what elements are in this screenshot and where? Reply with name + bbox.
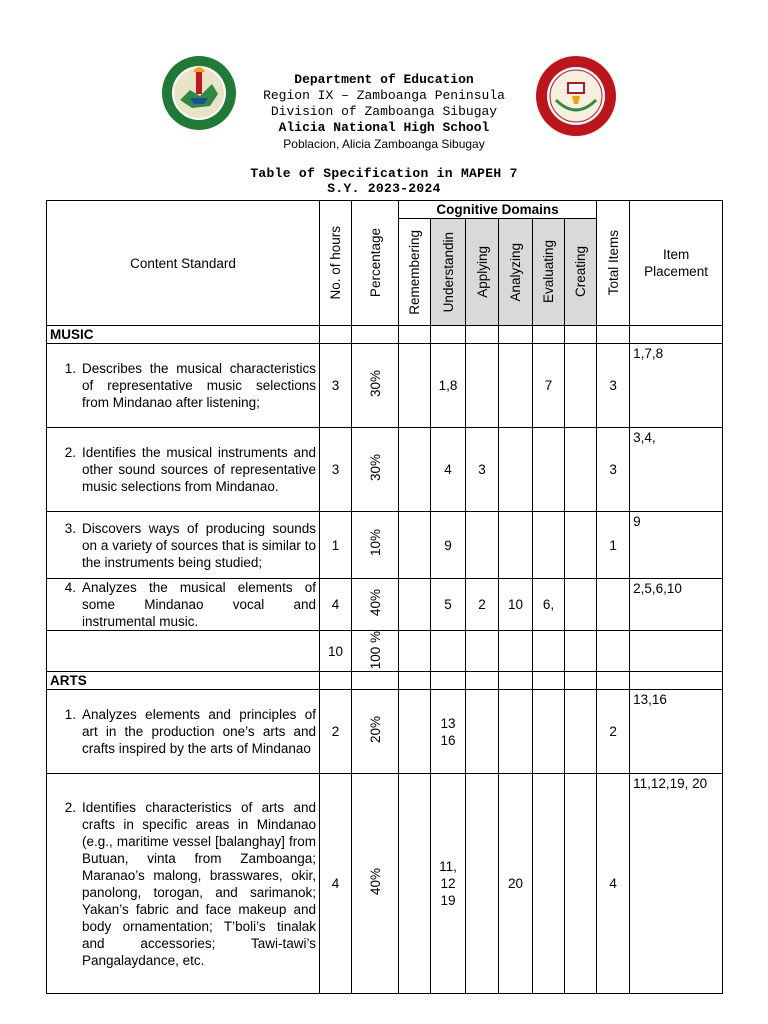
remembering-cell bbox=[399, 690, 431, 774]
document-title bbox=[0, 166, 768, 196]
header-row bbox=[47, 201, 723, 219]
row-number: 3. bbox=[64, 520, 76, 536]
analyzing-cell bbox=[499, 512, 533, 579]
school-name: Alicia National High School bbox=[278, 120, 490, 135]
total-cell: 3 bbox=[597, 428, 630, 512]
placement-cell: 3,4, bbox=[630, 428, 723, 512]
understanding-cell: 4 bbox=[431, 428, 466, 512]
school-seal-icon bbox=[534, 54, 618, 138]
hours-cell: 1 bbox=[320, 512, 352, 579]
creating-cell bbox=[565, 344, 597, 428]
row-number: 2. bbox=[64, 799, 76, 815]
content-standard: Describes the musical characteristics of representative music selections from Mindanao after listening; bbox=[82, 361, 316, 410]
school-address: Poblacion, Alicia Zamboanga Sibugay bbox=[283, 137, 485, 151]
understanding-cell: 1,8 bbox=[431, 344, 466, 428]
percentage-cell: 40% bbox=[352, 579, 399, 631]
table-row bbox=[47, 428, 723, 512]
evaluating-cell: 6, bbox=[533, 579, 565, 631]
col-item-placement: Item Placement bbox=[630, 201, 723, 326]
letterhead-text bbox=[230, 72, 538, 152]
hours-cell: 2 bbox=[320, 690, 352, 774]
col-evaluating: Evaluating bbox=[533, 219, 565, 326]
evaluating-cell bbox=[533, 512, 565, 579]
col-creating: Creating bbox=[565, 219, 597, 326]
row-number: 1. bbox=[64, 707, 76, 723]
content-standard: Analyzes elements and principles of art in the production one’s arts and crafts inspired by the arts of Mindanao bbox=[82, 707, 316, 757]
placement-cell: 13,16 bbox=[630, 690, 723, 774]
col-percentage: Percentage bbox=[352, 201, 399, 326]
letterhead bbox=[0, 54, 768, 154]
col-applying: Applying bbox=[466, 219, 499, 326]
understanding-cell: 13 16 bbox=[431, 690, 466, 774]
understanding-cell: 9 bbox=[431, 512, 466, 579]
content-standard: Identifies characteristics of arts and crafts in specific areas in Mindanao (e.g., maritime vessel [balanghay] from Butuan, vinta from Zamboanga; Maranao’s malong, brasswares, okir, panolong, torogan, and sarimanok; Yakan’s fabric and face makeup and body ornamentation; T’boli’s tinalak and accessories; Tawi-tawi’s Pangalaydance, etc. bbox=[82, 799, 316, 968]
hours-cell: 4 bbox=[320, 579, 352, 631]
table-row bbox=[47, 579, 723, 631]
col-remembering: Remembering bbox=[399, 219, 431, 326]
specification-table bbox=[46, 200, 723, 994]
percentage-cell: 40% bbox=[352, 774, 399, 994]
evaluating-cell bbox=[533, 428, 565, 512]
content-standard: Discovers ways of producing sounds on a variety of sources that is similar to the instruments being studied; bbox=[82, 520, 316, 570]
remembering-cell bbox=[399, 428, 431, 512]
total-cell: 2 bbox=[597, 690, 630, 774]
analyzing-cell bbox=[499, 344, 533, 428]
section-label-music: MUSIC bbox=[47, 326, 320, 344]
creating-cell bbox=[565, 428, 597, 512]
deped-seal-icon bbox=[160, 54, 238, 132]
section-row-music bbox=[47, 326, 723, 344]
analyzing-cell: 10 bbox=[499, 579, 533, 631]
applying-cell: 3 bbox=[466, 428, 499, 512]
col-hours: No. of hours bbox=[320, 201, 352, 326]
content-standard: Analyzes the musical elements of some Mindanao vocal and instrumental music. bbox=[82, 580, 316, 629]
section-label-arts: ARTS bbox=[47, 672, 320, 690]
analyzing-cell: 20 bbox=[499, 774, 533, 994]
creating-cell bbox=[565, 774, 597, 994]
total-cell: 1 bbox=[597, 512, 630, 579]
percentage-cell: 10% bbox=[352, 512, 399, 579]
table-row bbox=[47, 774, 723, 994]
table-row bbox=[47, 344, 723, 428]
row-number: 2. bbox=[64, 445, 76, 460]
applying-cell bbox=[466, 344, 499, 428]
subtotal-hours: 10 bbox=[320, 631, 352, 672]
content-standard: Identifies the musical instruments and other sound sources of representative music selections from Mindanao. bbox=[82, 445, 316, 494]
agency-name: Department of Education bbox=[294, 72, 474, 87]
school-year: S.Y. 2023-2024 bbox=[327, 181, 441, 196]
title-line-1: Table of Specification in MAPEH 7 bbox=[250, 166, 518, 181]
row-number: 4. bbox=[64, 580, 76, 595]
applying-cell bbox=[466, 512, 499, 579]
col-total-items: Total Items bbox=[597, 201, 630, 326]
creating-cell bbox=[565, 690, 597, 774]
evaluating-cell bbox=[533, 774, 565, 994]
percentage-cell: 30% bbox=[352, 344, 399, 428]
applying-cell: 2 bbox=[466, 579, 499, 631]
remembering-cell bbox=[399, 344, 431, 428]
section-row-arts bbox=[47, 672, 723, 690]
subtotal-row-music bbox=[47, 631, 723, 672]
applying-cell bbox=[466, 690, 499, 774]
percentage-cell: 20% bbox=[352, 690, 399, 774]
col-understanding: Understandin bbox=[431, 219, 466, 326]
total-cell: 3 bbox=[597, 344, 630, 428]
percentage-cell: 30% bbox=[352, 428, 399, 512]
analyzing-cell bbox=[499, 690, 533, 774]
applying-cell bbox=[466, 774, 499, 994]
region-name: Region IX – Zamboanga Peninsula bbox=[263, 88, 505, 103]
creating-cell bbox=[565, 512, 597, 579]
total-cell bbox=[597, 579, 630, 631]
creating-cell bbox=[565, 579, 597, 631]
hours-cell: 3 bbox=[320, 428, 352, 512]
remembering-cell bbox=[399, 774, 431, 994]
row-number: 1. bbox=[64, 361, 76, 376]
total-cell: 4 bbox=[597, 774, 630, 994]
analyzing-cell bbox=[499, 428, 533, 512]
understanding-cell: 11, 12 19 bbox=[431, 774, 466, 994]
hours-cell: 3 bbox=[320, 344, 352, 428]
placement-cell: 2,5,6,10 bbox=[630, 579, 723, 631]
hours-cell: 4 bbox=[320, 774, 352, 994]
table-row bbox=[47, 512, 723, 579]
remembering-cell bbox=[399, 512, 431, 579]
col-cognitive-domains: Cognitive Domains bbox=[399, 201, 597, 219]
col-analyzing: Analyzing bbox=[499, 219, 533, 326]
placement-cell: 9 bbox=[630, 512, 723, 579]
table-row bbox=[47, 690, 723, 774]
evaluating-cell: 7 bbox=[533, 344, 565, 428]
col-content-standard: Content Standard bbox=[47, 201, 320, 326]
placement-cell: 1,7,8 bbox=[630, 344, 723, 428]
evaluating-cell bbox=[533, 690, 565, 774]
remembering-cell bbox=[399, 579, 431, 631]
understanding-cell: 5 bbox=[431, 579, 466, 631]
division-name: Division of Zamboanga Sibugay bbox=[270, 104, 498, 119]
placement-cell: 11,12,19, 20 bbox=[630, 774, 723, 994]
subtotal-percentage: 100 % bbox=[352, 631, 399, 672]
